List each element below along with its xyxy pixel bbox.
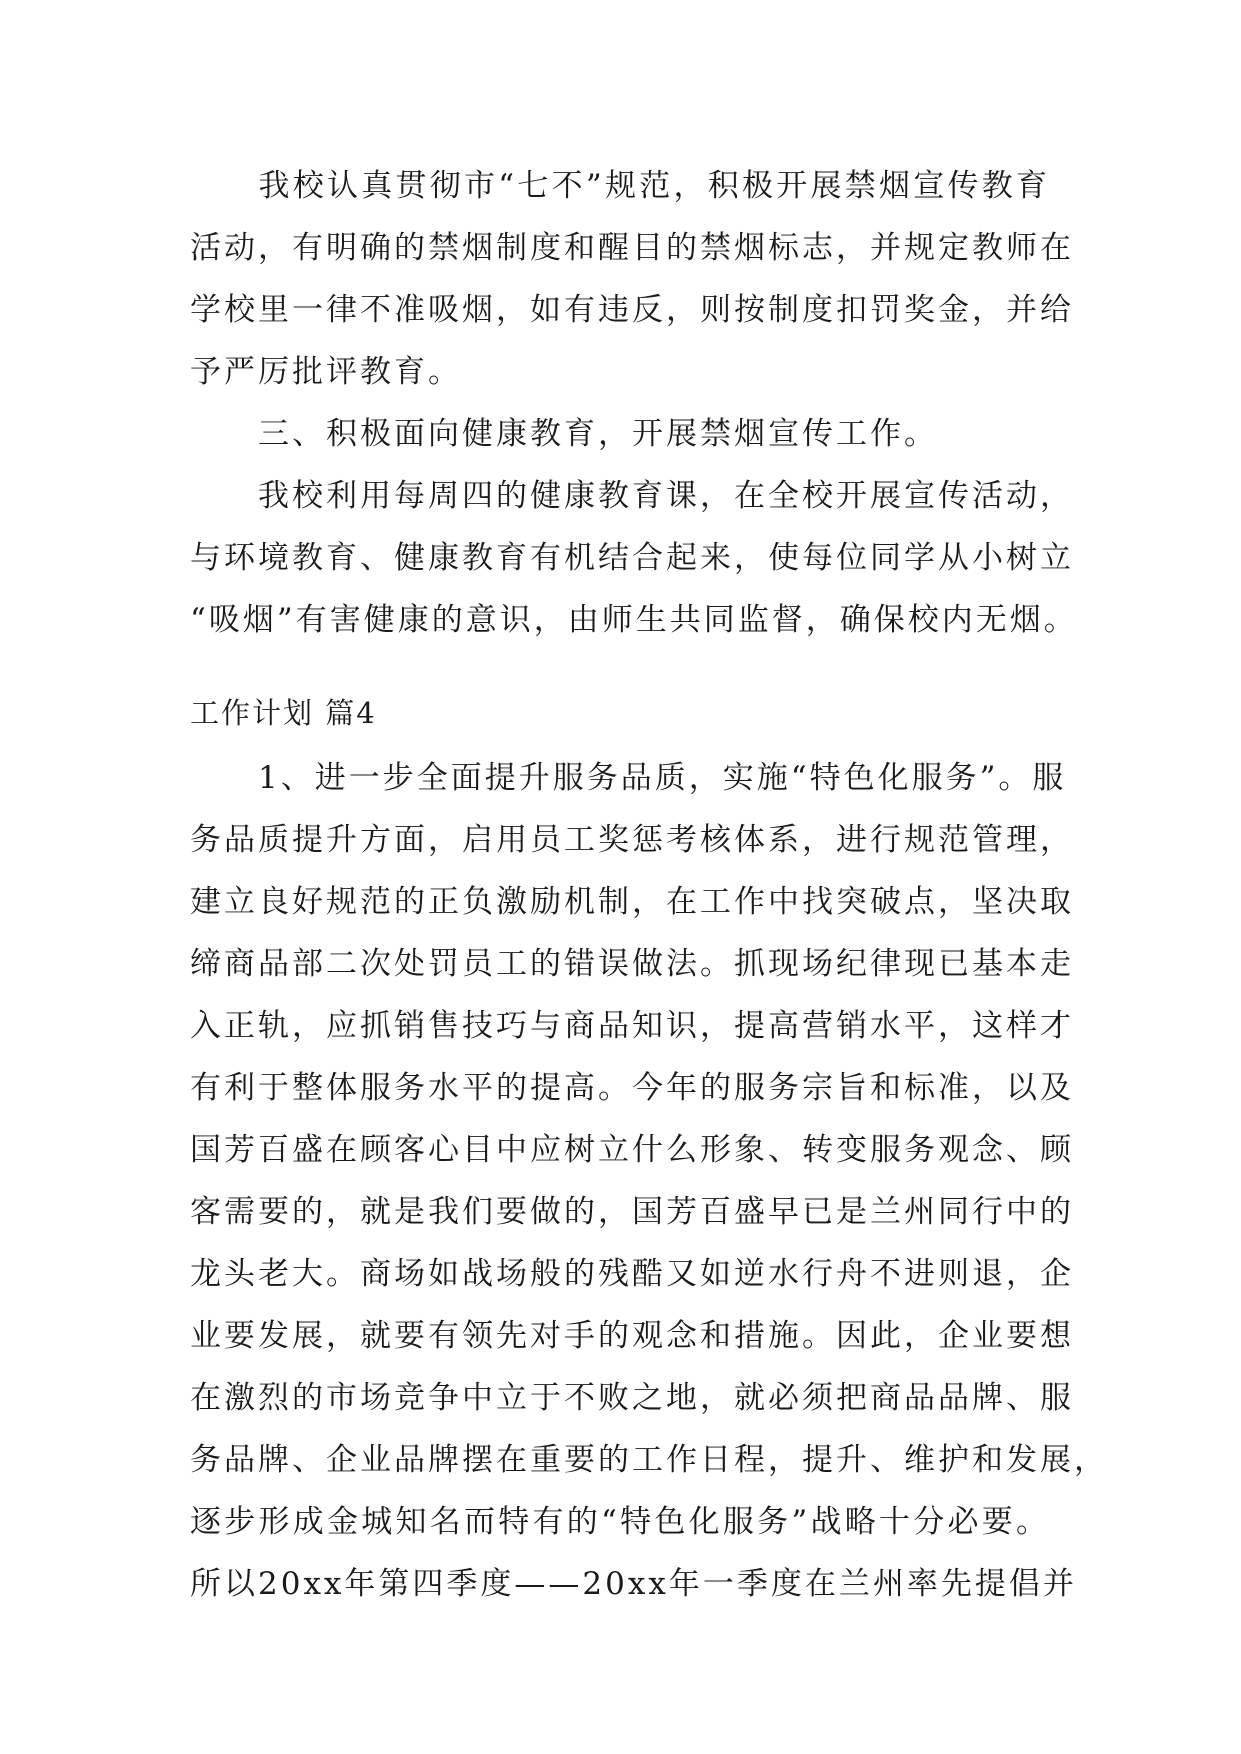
text-line: 务品质提升方面，启用员工奖惩考核体系，进行规范管理， xyxy=(190,822,1074,858)
text-line: “吸烟”有害健康的意识，由师生共同监督，确保校内无烟。 xyxy=(190,602,1078,638)
text-line: 龙头老大。商场如战场般的残酷又如逆水行舟不进则退，企 xyxy=(190,1256,1074,1292)
text-line: 予严厉批评教育。 xyxy=(190,354,462,390)
text-line: 业要发展，就要有领先对手的观念和措施。因此，企业要想 xyxy=(190,1318,1074,1354)
text-line: 有利于整体服务水平的提高。今年的服务宗旨和标准，以及 xyxy=(190,1070,1074,1106)
text-line: 三、积极面向健康教育，开展禁烟宣传工作。 xyxy=(190,416,938,452)
text-line: 逐步形成金城知名而特有的“特色化服务”战略十分必要。 xyxy=(190,1504,1050,1540)
text-line: 我校利用每周四的健康教育课，在全校开展宣传活动， xyxy=(190,478,1074,514)
text-line: 与环境教育、健康教育有机结合起来，使每位同学从小树立 xyxy=(190,540,1074,576)
text-line: 1、进一步全面提升服务品质，实施“特色化服务”。服 xyxy=(190,760,1067,796)
paragraph-group-smoking-ban xyxy=(190,155,1078,651)
text-line: 在激烈的市场竞争中立于不败之地，就必须把商品品牌、服 xyxy=(190,1380,1074,1416)
text-line: 活动，有明确的禁烟制度和醒目的禁烟标志，并规定教师在 xyxy=(190,230,1074,266)
text-line: 客需要的，就是我们要做的，国芳百盛早已是兰州同行中的 xyxy=(190,1194,1074,1230)
section-heading: 工作计划 篇4 xyxy=(190,696,377,730)
text-line: 务品牌、企业品牌摆在重要的工作日程，提升、维护和发展， xyxy=(190,1442,1108,1478)
text-line: 建立良好规范的正负激励机制，在工作中找突破点，坚决取 xyxy=(190,884,1074,920)
text-line: 缔商品部二次处罚员工的错误做法。抓现场纪律现已基本走 xyxy=(190,946,1074,982)
text-line: 入正轨，应抓销售技巧与商品知识，提高营销水平，这样才 xyxy=(190,1008,1074,1044)
text-line: 学校里一律不准吸烟，如有违反，则按制度扣罚奖金，并给 xyxy=(190,292,1074,328)
text-line: 所以20xx年第四季度——20xx年一季度在兰州率先提倡并 xyxy=(190,1566,1077,1602)
paragraph-group-work-plan xyxy=(190,747,1108,1615)
text-line: 国芳百盛在顾客心目中应树立什么形象、转变服务观念、顾 xyxy=(190,1132,1074,1168)
text-line: 我校认真贯彻市“七不”规范，积极开展禁烟宣传教育 xyxy=(190,168,1050,204)
